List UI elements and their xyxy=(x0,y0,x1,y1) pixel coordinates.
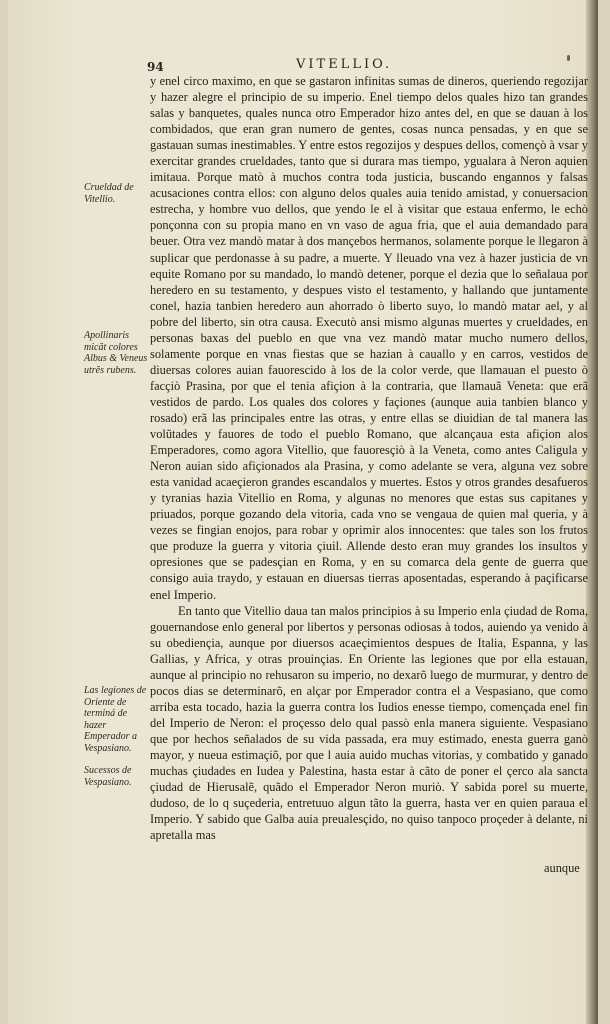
margin-note-colores: Apollinaris micăt colores Albus & Veneus utrĕs rubens. xyxy=(84,330,148,376)
margin-note-crueldad: Crueldad de Vitellio. xyxy=(84,182,134,205)
catchword: aunque xyxy=(544,861,580,875)
main-text xyxy=(150,73,588,843)
margin-note-legiones: Las legiones de Oriente de terminá de hazer Emperador a Vespasiano. xyxy=(84,685,147,754)
margin-note-vespasiano: Sucessos de Vespasiano. xyxy=(84,765,132,788)
paragraph: y enel circo maximo, en que se gastaron infinitas sumas de dineros, queriendo regozijar y hazer alegre el principio de su imperio. Enel tiempo delos quales hizo tan grandes salas y banquetes, quales nunca otro Emperador hizo antes del, en que se dauan à los combidados, que eran gran numero de gentes, cosas nunca pensadas, y en que se gastauan sumas inestimables. Y entre estos regozijos y despues dellos, començò à vsar y exercitar grandes crueldades, tanto que si durara mas tiempo, ygualara à Neron aquien imitaua. Porque matò à muchos contra toda justicia, buscando engannos y falsas acusaciones contra ellos: con alguno delos quales auia tenido amistad, y conuersacion estrecha, y hombre vuo dellos, que yendo le el à visitar que estaua enfermo, le echò ponçonna con su propia mano en vn vaso de agua fria, que el auia demandado para beuer. Otra vez mandò matar à dos mançebos hermanos, solamente porque le llegaron à suplicar que perdonasse à su padre, a muerte. Y lleuado vna vez à hazer justicia de vn equite Romano por su mandado, lo mandò detener, porque el dezia que lo señalaua por heredero en su testamento, y despues visto el testamento, y hallando que juntamente conel, hazia tanbien heredero aun ahorrado ò liberto suyo, lo mandò matar ael, y al pobre del liberto, sin otra causa. Executò ansi mismo algunas muertes y crueldades, en personas baxas del pueblo en que vna vez mandò matar mucho numero dellos, solamente porque en vnas fiestas que se hazian à cauallo y en carros, vestidos de diuersas colores auian fauorescido à los de la color verde, que llamauan el puesto ò facçiò Prasina, por que el tenia afiçion à la contraria, que llamauã Veneta: que erã vestidos de pardo. Los quales dos colores y façiones (aunque auia tanbien blanco y rosado) erã las principales entre las otras, y entre ellas se diuidian de tal manera las volũtades y fauores de todo el pueblo Romano, que alcançaua esta afiçion alos Emperadores, como agora Vitellio, que fauoresçiò à la Veneta, como antes Caligula y Neron auian sido afiçionados ala Prasina, y como adelante se vera, alguna vez sobre esta vanidad acaeçieron grandes escandalos y muertes. Estos y otros grandes desafueros y tyranias hazia Vitellio en Roma, y algunas no menores que estas sus capitanes y priuados, porque gozando dela vitoria, cada vno se vengaua de quien mal queria, y à vezes se fingian enojos, para robar y oprimir alos innocentes: que tales son los frutos que produze la guerra y vitoria çiuil. Allende desto eran muy grandes los insultos y opresiones que se padesçian en Roma, y en su comarca dela gente de guerra que consigo auia traydo, y estauan en diuersas tierras aposentadas, esperando à paçificarse enel Imperio. xyxy=(150,74,588,602)
running-title: VITELLIO. xyxy=(296,57,393,72)
paragraph: En tanto que Vitellio daua tan malos principios à su Imperio enla çiudad de Roma, gouernandose enlo general por libertos y personas odiosas à todos, auiendo ya venido à su obediençia, aunque por diuersos acaeçimientos despues de Italia, Espanna, y las Gallias, y Africa, y otras prouinçias. En Oriente las legiones que por ella estauan, aunque al principio no rehusaron su imperio, no dexarõ luego de murmurar, y dentro de pocos dias se determinarõ, en alçar por Emperador contra el a Vespasiano, que como arriba esta tocado, hazia la guerra contra los Iudios enesse tiempo, començada enel fin del Imperio de Neron: el proçesso delo qual passò enla manera siguiente. Vespasiano que por hechos señalados de su vida passada, era muy estimado, enesta guerra ganò mayor, y nueua estimaçiõ, por que l auia auido muchas vitorias, y combatido y ganado muchas çiudades en Iudea y Palestina, hasta estar à cãto de poner el çerco ala sancta çiudad de Hierusalẽ, quãdo el Emperador Neron muriò. Y sabida porel su muerte, dudoso, de lo q suçederia, entretuuo algun tãto la guerra, hasta ver en quien paraua el Imperio. Y sabido que Galba auia preualesçido, no quiso tanpoco proçeder à delante, ni apretalla mas xyxy=(150,603,588,843)
ink-speck xyxy=(567,55,570,61)
folio-number: 94 xyxy=(147,60,164,74)
